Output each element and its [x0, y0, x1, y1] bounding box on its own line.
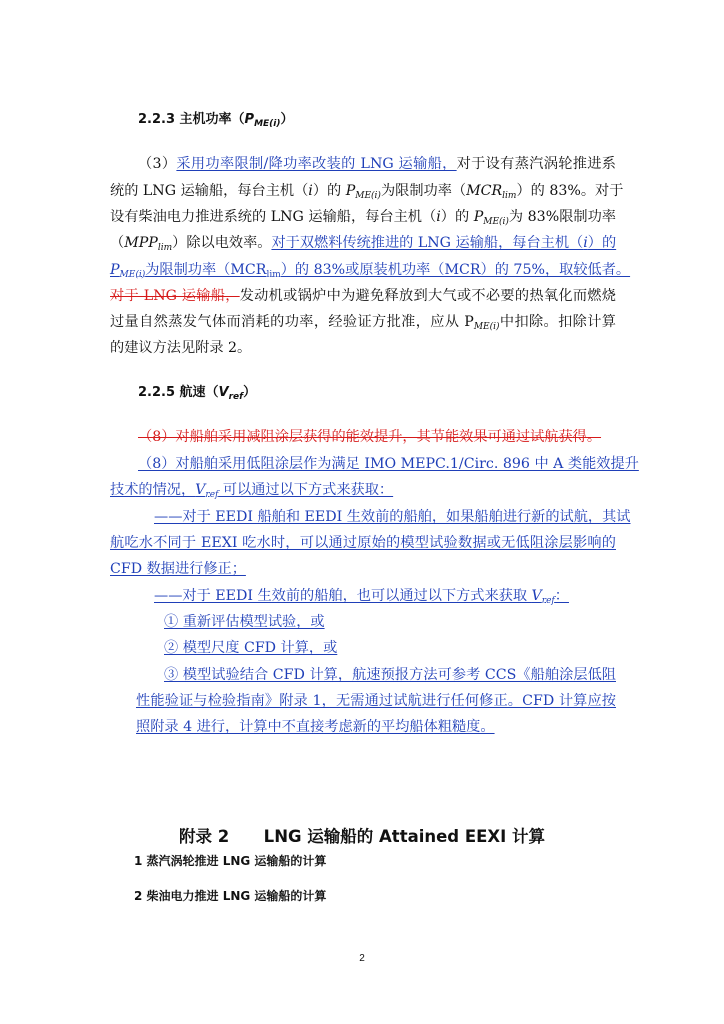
section-heading-2-2-5: [138, 384, 256, 406]
list-item-3-line-2: [136, 691, 616, 711]
inserted-text: ——对于 EEDI 船舶和 EEDI 生效前的船舶，如果船舶进行新的试航，其试: [154, 509, 631, 525]
text: ）的: [440, 209, 474, 225]
text: ）的: [587, 235, 617, 251]
inserted-text: [154, 588, 569, 604]
inserted-text: ① 重新评估模型试验，或: [164, 614, 325, 630]
list-item-1: [164, 612, 616, 632]
sub: ME(i): [119, 270, 146, 280]
para-225-line-2: [110, 480, 616, 505]
sub: ME(i): [355, 191, 381, 201]
var: MCR: [466, 183, 503, 199]
para-223-line-4: [110, 233, 616, 258]
deleted-text: 对于 LNG 运输船，: [110, 288, 240, 304]
var: P: [473, 209, 484, 225]
text: ）的 83%或原装机功率（MCR）的 75%，取较低者。: [280, 262, 631, 278]
text: 技术的情况，: [110, 482, 196, 498]
text: 对于设有蒸汽涡轮推进系: [456, 156, 616, 172]
text: 为限制功率（MCR: [145, 262, 267, 278]
sub: ref: [205, 490, 219, 500]
text: 可以通过以下方式来获取：: [218, 482, 394, 498]
text: 为 83%限制功率: [508, 209, 616, 225]
text: 中扣除。扣除计算: [499, 314, 616, 330]
text: 对于双燃料传统推进的 LNG 运输船，每台主机（: [271, 235, 584, 251]
appendix-title: 附录 2 LNG 运输船的 Attained EEXI 计算: [178, 827, 546, 846]
var: V: [531, 588, 542, 604]
para-225-line-4: [110, 533, 616, 553]
var: P: [345, 183, 356, 199]
para-223-line-6: [110, 286, 616, 306]
inserted-text: ② 模型尺度 CFD 计算，或: [164, 640, 338, 656]
para-223-line-5: [110, 260, 631, 285]
page-number: 2: [359, 953, 365, 964]
var: i: [436, 209, 441, 225]
var: i: [583, 235, 588, 251]
para-225-line-3: [110, 507, 631, 527]
inserted-text: 照附录 4 进行，计算中不直接考虑新的平均船体粗糙度。: [136, 719, 495, 735]
inserted-text: ③ 模型试验结合 CFD 计算，航速预报方法可参考 CCS《船舶涂层低阻: [164, 667, 616, 683]
sub: ME(i): [483, 217, 509, 227]
inserted-text: [110, 262, 630, 278]
sub: ref: [541, 596, 555, 606]
appendix-section-2: 2 柴油电力推进 LNG 运输船的计算: [134, 889, 327, 903]
section-heading-2-2-3: [138, 111, 294, 133]
heading-close: ）: [243, 385, 257, 400]
text: ）除以电效率。: [172, 235, 272, 251]
list-item-3-line-3: [136, 717, 616, 737]
para-223-line-3: [110, 207, 616, 232]
sub: lim: [157, 243, 173, 253]
text: 为限制功率（: [380, 183, 467, 199]
text: 设有柴油电力推进系统的 LNG 运输船，每台主机（: [110, 209, 437, 225]
text: ：: [554, 588, 569, 604]
deleted-line: [138, 427, 616, 447]
text: 统的 LNG 运输船，每台主机（: [110, 183, 309, 199]
var: i: [308, 183, 313, 199]
sub: lim: [266, 270, 281, 280]
text: ——对于 EEDI 生效前的船舶，也可以通过以下方式来获取: [154, 588, 532, 604]
text: ）的: [312, 183, 346, 199]
inserted-text: （8）对船舶采用低阻涂层作为满足 IMO MEPC.1/Circ. 896 中 A 类能效提升: [138, 456, 639, 472]
inserted-text: 采用功率限制/降功率改装的 LNG 运输船，: [176, 156, 457, 172]
heading-sub: ref: [228, 392, 244, 402]
text: 发动机或锅炉中为避免释放到大气或不必要的热氧化而燃烧: [239, 288, 616, 304]
text: ）的 83%。对于: [516, 183, 624, 199]
text: （: [110, 235, 125, 251]
heading-text: 2.2.3 主机功率（: [138, 112, 245, 127]
heading-close: ）: [280, 112, 294, 127]
inserted-text: [110, 482, 393, 498]
inserted-text: 性能验证与检验指南》附录 1，无需通过试航进行任何修正。CFD 计算应按: [136, 693, 616, 709]
item-number: （3）: [138, 156, 177, 172]
inserted-text: [271, 235, 616, 251]
list-item-3-line-1: [164, 665, 616, 685]
para-223-line-8: 的建议方法见附录 2。: [110, 340, 252, 356]
var: P: [110, 262, 120, 278]
text: 过量自然蒸发气体而消耗的功率，经验证方批准，应从 P: [110, 314, 474, 330]
var: V: [195, 482, 206, 498]
inserted-text: CFD 数据进行修正；: [110, 561, 246, 577]
sub: ME(i): [473, 322, 500, 332]
para-225-line-6: [154, 586, 616, 611]
heading-var: P: [244, 112, 255, 127]
heading-var: V: [218, 385, 229, 400]
para-225-line-5: [110, 559, 616, 579]
para-225-line-1: [110, 454, 639, 474]
para-223-line-7: [110, 312, 616, 337]
sub: lim: [502, 191, 517, 201]
deleted-text: （8）对船舶采用减阻涂层获得的能效提升，其节能效果可通过试航获得。: [138, 429, 602, 445]
appendix-section-1: 1 蒸汽涡轮推进 LNG 运输船的计算: [134, 854, 327, 868]
heading-sub: ME(i): [254, 119, 281, 129]
inserted-text: 航吃水不同于 EEXI 吃水时，可以通过原始的模型试验数据或无低阻涂层影响的: [110, 535, 616, 551]
heading-text: 2.2.5 航速（: [138, 385, 219, 400]
para-223-line-2: [110, 181, 624, 206]
var: MPP: [124, 235, 158, 251]
para-223-line-1: [110, 154, 616, 174]
list-item-2: [164, 638, 616, 658]
